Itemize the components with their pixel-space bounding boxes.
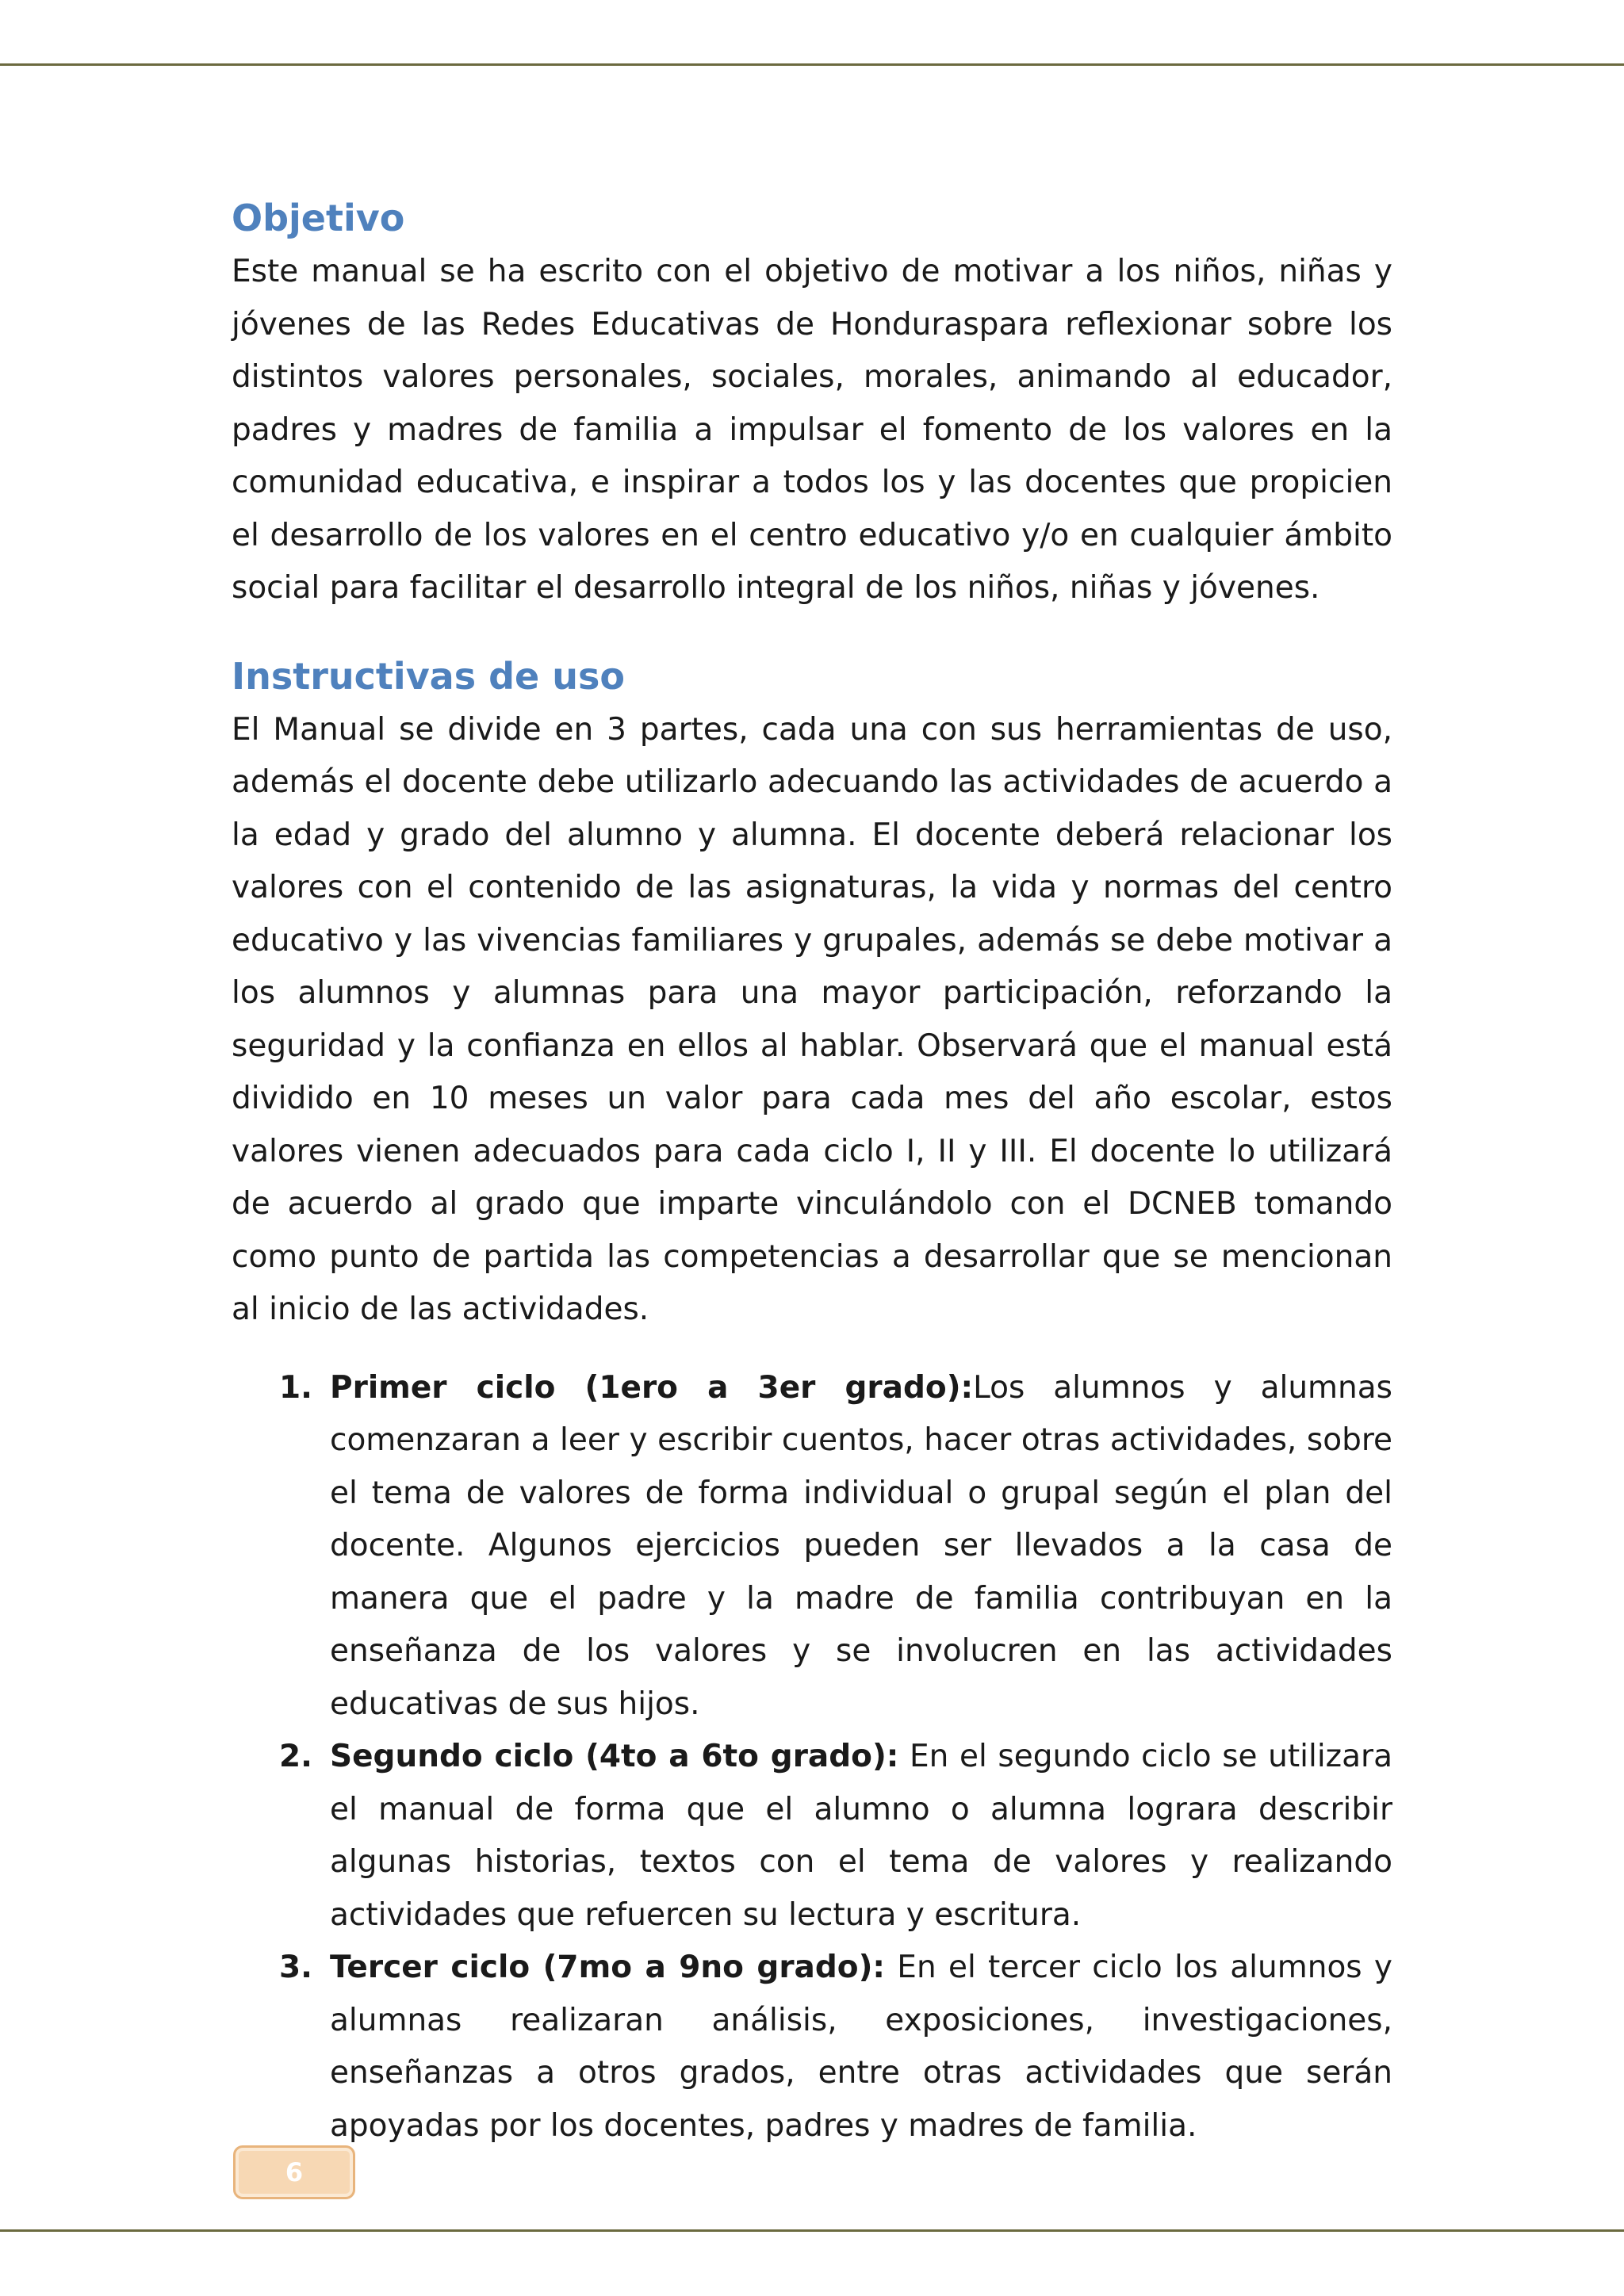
list-item-primer-ciclo: [232, 1362, 1392, 1732]
header-rule: [0, 63, 1624, 66]
list-item-number: 1.: [279, 1369, 312, 1406]
page-content: [232, 190, 1392, 2152]
footer-rule: [0, 2229, 1624, 2232]
instructivas-paragraph: El Manual se divide en 3 partes, cada una con sus herramientas de uso, además el docente debe utilizarlo adecuando las actividades de acuerdo a la edad y grado del alumno y alumna. El docente deberá relacionar los valores con el contenido de las asignaturas, la vida y normas del centro educativo y las vivencias familiares y grupales, además se debe motivar a los alumnos y alumnas para una mayor participación, reforzando la seguridad y la confianza en ellos al hablar. Observará que el manual está dividido en 10 meses un valor para cada mes del año escolar, estos valores vienen adecuados para cada ciclo I, II y III. El docente lo utilizará de acuerdo al grado que imparte vinculándolo con el DCNEB tomando como punto de partida las competencias a desarrollar que se mencionan al inicio de las actividades.: [232, 711, 1392, 1327]
list-item-segundo-ciclo: [232, 1731, 1392, 1942]
list-item-number: 3.: [279, 1950, 312, 1985]
page-number-badge: [233, 2145, 355, 2199]
cycle-list: [232, 1362, 1392, 2153]
list-item-text: En el segundo ciclo se utilizara el manual de forma que el alumno o alumna lograra describir algunas historias, textos con el tema de valores y realizando actividades que refuercen su lectura y escritura.: [330, 1739, 1392, 1933]
list-item-text: En el tercer ciclo los alumnos y alumnas realizaran análisis, exposiciones, investigaciones, enseñanzas a otros grados, entre otras actividades que serán apoyadas por los docentes, padres y madres de familia.: [330, 1950, 1392, 2144]
list-item-label: Primer ciclo (1ero a 3er grado):: [330, 1369, 974, 1406]
page-number: 6: [285, 2157, 304, 2187]
list-item-text: Los alumnos y alumnas comenzaran a leer y escribir cuentos, hacer otras actividades, sobre el tema de valores de forma individual o grupal según el plan del docente. Algunos ejercicios pueden ser llevados a la casa de manera que el padre y la madre de familia contribuyan en la enseñanza de los valores y se involucren en las actividades educativas de sus hijos.: [330, 1369, 1392, 1722]
list-item-label: Segundo ciclo (4to a 6to grado):: [330, 1739, 899, 1774]
section-heading-instructivas: Instructivas de uso: [232, 654, 625, 698]
list-item-number: 2.: [279, 1739, 312, 1774]
objetivo-paragraph: Este manual se ha escrito con el objetivo de motivar a los niños, niñas y jóvenes de las Redes Educativas de Honduraspara reflexionar sobre los distintos valores personales, sociales, morales, animando al educador, padres y madres de familia a impulsar el fomento de los valores en la comunidad educativa, e inspirar a todos los y las docentes que propicien el desarrollo de los valores en el centro educativo y/o en cualquier ámbito social para facilitar el desarrollo integral de los niños, niñas y jóvenes.: [232, 254, 1392, 606]
list-item-tercer-ciclo: [232, 1942, 1392, 2152]
list-item-label: Tercer ciclo (7mo a 9no grado):: [330, 1950, 886, 1985]
section-heading-objetivo: Objetivo: [232, 197, 405, 239]
